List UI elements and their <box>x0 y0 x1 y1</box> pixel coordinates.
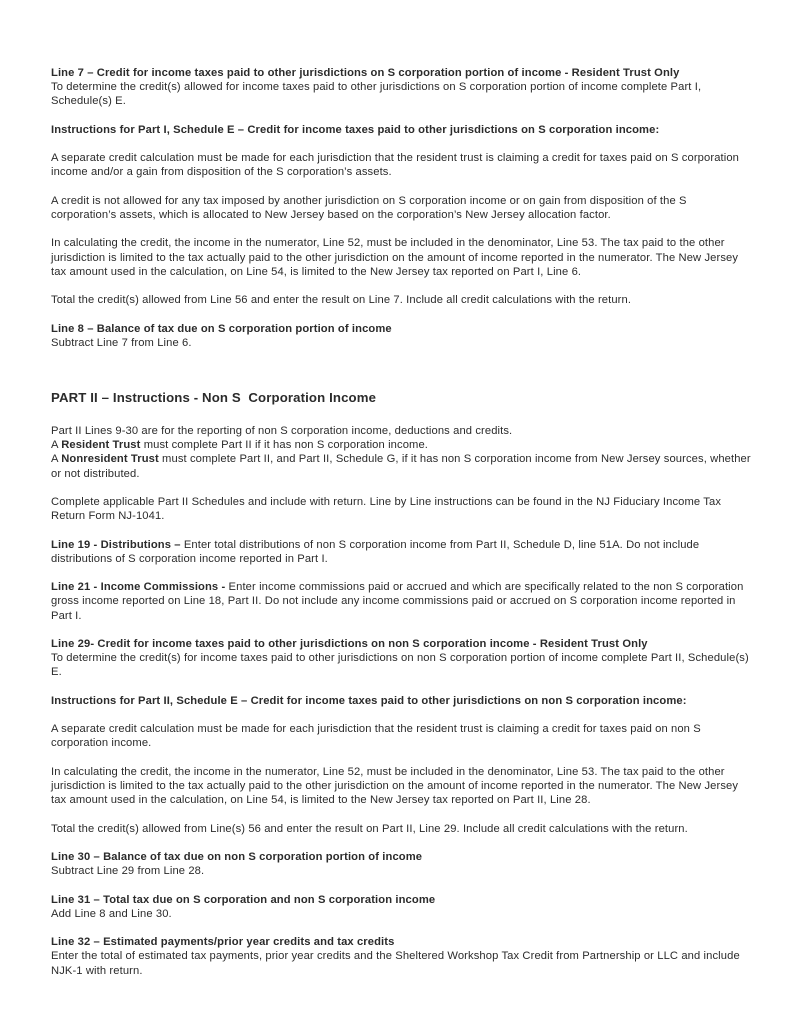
paragraph-separate-credit-calculation-non-s-corp: A separate credit calculation must be made for each jurisdiction that the resident trust is claiming a credit for taxes paid on non S corporation income. <box>51 723 701 750</box>
paragraph-line-19-distributions: Line 19 - Distributions – Enter total distributions of non S corporation income from Part II, Schedule D, line 51A. Do not include distributions of S corporation income reported in Part I. <box>51 538 700 565</box>
spacer <box>51 307 751 321</box>
spacer <box>51 836 751 850</box>
heading-part-ii: PART II – Instructions - Non S Corporation Income <box>51 389 377 405</box>
paragraph-calculating-credit-part-ii: In calculating the credit, the income in the numerator, Line 52, must be included in the denominator, Line 53. The tax paid to the other jurisdiction is limited to the tax actually paid to the other jurisdiction on the amount of income reported in the numerator. The New Jersey tax amount used in the calculation, on Line 54, is limited to the New Jersey tax reported on Part II, Line 28. <box>51 765 739 807</box>
heading-instructions-part-ii-schedule-e: Instructions for Part II, Schedule E – Credit for income taxes paid to other jurisdictions on non S corporation income: <box>51 694 687 707</box>
paragraph-line-29-body: To determine the credit(s) for income taxes paid to other jurisdictions on non S corporation portion of income complete Part II, Schedule(s) E. <box>51 652 749 679</box>
paragraph-credit-not-allowed: A credit is not allowed for any tax imposed by another jurisdiction on S corporation income or on gain from disposition of the S corporation’s assets, which is allocated to New Jersey based on the corporation’s New Jersey allocation factor. <box>51 194 687 221</box>
spacer <box>51 566 751 580</box>
document-body <box>51 66 751 978</box>
spacer <box>51 481 751 495</box>
spacer <box>51 680 751 694</box>
paragraph-calculating-credit-part-i: In calculating the credit, the income in the numerator, Line 52, must be included in the denominator, Line 53. The tax paid to the other jurisdiction is limited to the tax actually paid to the other jurisdiction on the amount of income reported in the numerator. The New Jersey tax amount used in the calculation, on Line 54, is limited to the New Jersey tax reported on Part I, Line 6. <box>51 237 739 278</box>
spacer <box>51 180 751 194</box>
spacer <box>51 807 751 821</box>
heading-line-7: Line 7 – Credit for income taxes paid to other jurisdictions on S corporation portion of income - Resident Trust Only <box>51 67 680 79</box>
paragraph-separate-credit-calculation-s-corp: A separate credit calculation must be made for each jurisdiction that the resident trust is claiming a credit for taxes paid on S corporation income and/or a gain from disposition of the S corporation’s assets. <box>51 152 740 179</box>
paragraph-line-7-body: To determine the credit(s) allowed for income taxes paid to other jurisdictions on S corporation portion of income complete Part I, Schedule(s) E. <box>51 81 702 108</box>
paragraph-nonresident-trust-requirement: A Nonresident Trust must complete Part II, and Part II, Schedule G, if it has non S corporation income from New Jersey sources, whether or not distributed. <box>51 453 751 480</box>
heading-line-32: Line 32 – Estimated payments/prior year credits and tax credits <box>51 936 395 949</box>
heading-line-29: Line 29- Credit for income taxes paid to other jurisdictions on non S corporation income - Resident Trust Only <box>51 637 648 650</box>
spacer <box>51 279 751 293</box>
paragraph-resident-trust-requirement: A Resident Trust must complete Part II if it has non S corporation income. <box>51 439 429 452</box>
paragraph-line-31-body: Add Line 8 and Line 30. <box>51 907 172 920</box>
spacer <box>51 708 751 722</box>
spacer <box>51 406 751 424</box>
heading-line-30: Line 30 – Balance of tax due on non S corporation portion of income <box>51 850 423 863</box>
spacer <box>51 751 751 765</box>
paragraph-total-credits-part-ii-line-29: Total the credit(s) allowed from Line(s) 56 and enter the result on Part II, Line 29. Include all credit calculations with the return. <box>51 822 688 835</box>
spacer <box>51 137 751 151</box>
paragraph-part-ii-lines-9-30: Part II Lines 9-30 are for the reporting of non S corporation income, deductions and credits. <box>51 424 513 437</box>
paragraph-line-8-body: Subtract Line 7 from Line 6. <box>51 336 192 349</box>
spacer <box>51 878 751 892</box>
heading-line-8: Line 8 – Balance of tax due on S corporation portion of income <box>51 322 392 335</box>
spacer <box>51 523 751 537</box>
paragraph-complete-part-ii-schedules: Complete applicable Part II Schedules and include with return. Line by Line instructions can be found in the NJ Fiduciary Income Tax Return Form NJ-1041. <box>51 495 722 523</box>
spacer <box>51 109 751 123</box>
paragraph-total-credits-line-7: Total the credit(s) allowed from Line 56 and enter the result on Line 7. Include all credit calculations with the return. <box>51 294 632 307</box>
spacer <box>51 222 751 236</box>
heading-line-31: Line 31 – Total tax due on S corporation and non S corporation income <box>51 893 436 906</box>
spacer <box>51 623 751 637</box>
spacer <box>51 921 751 935</box>
paragraph-line-30-body: Subtract Line 29 from Line 28. <box>51 865 205 878</box>
paragraph-line-21-income-commissions: Line 21 - Income Commissions - Enter income commissions paid or accrued and which are specifically related to the non S corporation gross income reported on Line 18, Part II. Do not include any income commissions paid or accrued on S corporation income reported in Part I. <box>51 581 744 622</box>
spacer <box>51 350 751 389</box>
heading-instructions-part-i-schedule-e: Instructions for Part I, Schedule E – Credit for income taxes paid to other jurisdictions on S corporation income: <box>51 123 660 136</box>
paragraph-line-32-body: Enter the total of estimated tax payments, prior year credits and the Sheltered Workshop Tax Credit from Partnership or LLC and include NJK-1 with return. <box>51 950 740 977</box>
